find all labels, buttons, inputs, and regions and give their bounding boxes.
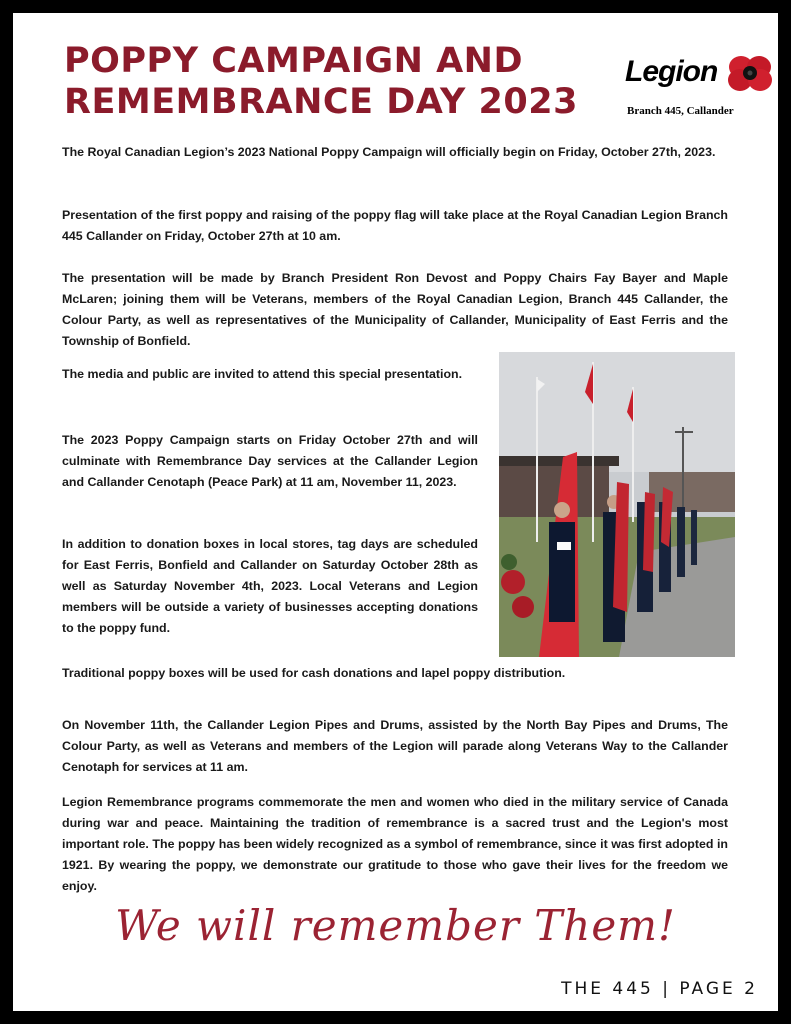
paragraph-remembrance-programs: Legion Remembrance programs commemorate the men and women who died in the military service of Canada during war and peace. Maintaining the tradition of remembrance is a sacred trust and the Legion's most important role. The poppy has been widely recognized as a symbol of remembrance, since it was first adopted in 1921. By wearing the poppy, we demonstrate our gratitude to those who gave their lives for the freedom we enjoy. [62, 795, 728, 893]
page-title [64, 41, 578, 123]
paragraph-parade: On November 11th, the Callander Legion Pipes and Drums, assisted by the North Bay Pipes and Drums, The Colour Party, as well as Veterans and members of the Legion will parade along Veterans Way to the Callander Cenotaph for services at 11 am. [62, 718, 728, 774]
paragraph-media-invite: The media and public are invited to attend this special presentation. [62, 367, 463, 381]
paragraph-presentation: The presentation will be made by Branch President Ron Devost and Poppy Chairs Fay Bayer and Maple McLaren; joining them will be Veterans, members of the Royal Canadian Legion, Branch 445 Callander, the Colour Party, as well as representatives of the Municipality of Callander, Municipality of East Ferris and the Township of Bonfield. [62, 271, 728, 348]
paragraph-poppy-boxes: Traditional poppy boxes will be used for cash donations and lapel poppy distribution. [62, 666, 566, 680]
paragraph-first-poppy: Presentation of the first poppy and raising of the poppy flag will take place at the Royal Canadian Legion Branch 445 Callander on Friday, October 27th at 10 am. [62, 208, 728, 243]
paragraph-campaign-dates: The 2023 Poppy Campaign starts on Friday October 27th and will culminate with Remembrance Day services at the Callander Legion and Callander Cenotaph (Peace Park) at 11 am, November 11, 2023. [62, 433, 478, 489]
page-footer: THE 445 | PAGE 2 [561, 979, 758, 999]
paragraph-campaign-start: The Royal Canadian Legion’s 2023 National Poppy Campaign will officially begin on Friday, October 27th, 2023. [62, 145, 716, 159]
poppy-icon [727, 53, 773, 93]
paragraph-tag-days: In addition to donation boxes in local stores, tag days are scheduled for East Ferris, Bonfield and Callander on Saturday October 28th as well as Saturday November 4th, 2023. Local Veterans and Legion members will be outside a variety of businesses accepting donations to the poppy fund. [62, 537, 478, 635]
legion-logo [625, 47, 775, 117]
branch-label: Branch 445, Callander [627, 105, 734, 117]
legion-wordmark: Legion [625, 55, 718, 88]
colour-party-photo [499, 352, 735, 657]
remembrance-signature: We will remember Them! [115, 901, 676, 950]
newsletter-page [13, 13, 778, 1011]
title-line-2: REMEMBRANCE DAY 2023 [64, 82, 578, 122]
title-line-1: POPPY CAMPAIGN AND [64, 41, 524, 81]
